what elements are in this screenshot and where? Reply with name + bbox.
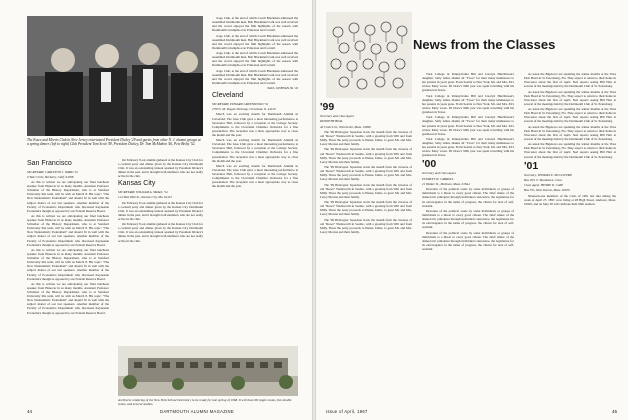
right-column-text-2: As usual the Bigelows are spending the winter months at the Vista Park Hotel in St. Petersburg, Fla. They expect to return to their home in Worcester about the first of April. Ned reports seeing Bill Hart at several of the meetings held by the Dartmouth Club of St. Petersburg. (524, 89, 616, 106)
class-00-year: '00 (422, 158, 437, 171)
class-99-text: The '99 Helicopter Squadron starts the month from the traverse of old "Roser" Wadsworth in Seattle, with a greeting from Will and from Milly. There the party proceeds to Hansa, Idaho, to greet Mr. and Mrs. Leroy Morton and their family. (320, 129, 412, 147)
phoenix-signature: PAUL LINEHAN JR. '43 (267, 86, 298, 91)
dinner-guests-picture (27, 16, 203, 136)
class-00-name: EVERETT W. CARROLL (422, 176, 454, 181)
right-column-text-4: As usual the Bigelows are spending the winter months at the Vista Park Hotel in St. Petersburg, Fla. They expect to return to their home in Worcester about the first of April. Ned reports seeing Bill Hart at several of the meetings held by the Dartmouth Club of St. Petersburg. (524, 124, 616, 141)
dormitory-building-picture (118, 346, 298, 396)
class-99-name: KENNETH BEAL (320, 119, 343, 124)
top-photo-caption: The Essex and Morris Club in New Jersey entertained President Dickey '29 and guests from other N. J. alumni groups at a spring dinner. (left to right) Club President Tom Scott '49, President Dickey, Dr. Tom McMahon '46, Pete Bishy '52. (27, 138, 201, 147)
cleveland-text-3: March was an exciting month for Dartmouth Alumni in Cleveland. The Glee Club gave a most interesting performance at Severance Hall, followed by a reception at the College Society. Compliments to the Cleveland Chamber Orchestra for a fine presentation. The reception was a most appropriate way to close the month and the year. (212, 163, 298, 189)
class-99-address: 40 Church St., Winchester, Mass. 01890 (320, 124, 371, 129)
class-99-secretary: Secretary and Class Agent (320, 114, 354, 118)
san-francisco-text-4: As this is written we are anticipating our final luncheon speaker from Hanover in as many months. Assistant Professor Schreiber of the History Department, who is at Stanford University this term, will be with us March 8. His topic: "The New Nationalism: Federalism" and should fit in well with the subject matter of our last speakers. Another member of the Faculty of Economics Department who discussed Keynesian Economics though as opposed by our Federal Reserve Board. (27, 281, 109, 315)
left-page (0, 0, 312, 420)
class-01-address: Box 205, S. Woodstock, Conn. (524, 177, 563, 182)
san-francisco-text-2: As this is written we are anticipating our final luncheon speaker from Hanover in as many months. Assistant Professor Schreiber of the History Department, who is at Stanford University this term, will be with us March 8. His topic: "The New Nationalism: Federalism" and should fit in well with the subject matter of our last speakers. Another member of the Faculty of Economics Department who discussed Keynesian Economics though as opposed by our Federal Reserve Board. (27, 214, 109, 247)
phoenix-text-2: ciago Club, at the end of which Coach Blackman addressed the assembled Dartmouth men. Bob Blackman's talk was well received and the crowd enjoyed the film highlights of the season with Dartmouth's triumphs over Princeton and Cornell. (212, 33, 298, 50)
middle-column-text-2: Tuck College in Pennsylvania Bill and Carolyn Hutchinson's daughter, Sally Allen, thanks all "Twos" for their many kindnesses to her parents in years gone. From Seattle to New York, Mr. and Mrs. Ed's widow Mary wrote. Pit Drew's 90th year was spent travelling with his grandson in Texas. (422, 93, 514, 115)
class-99-text-2: The '99 Helicopter Squadron starts the month from the traverse of old "Roser" Wadsworth in Seattle, with a greeting from Will and from Milly. There the party proceeds to Hansa, Idaho, to greet Mr. and Mrs. Leroy Morton and their family. (320, 147, 412, 164)
column-class-99 (320, 100, 412, 405)
class-99-text-3: The '99 Helicopter Squadron starts the month from the traverse of old "Roser" Wadsworth in Seattle, with a greeting from Will and from Milly. There the party proceeds to Hansa, Idaho, to greet Mr. and Mrs. Leroy Morton and their family. (320, 164, 412, 182)
san-francisco-heading: San Francisco (27, 160, 72, 167)
left-page-number: 44 (27, 409, 33, 414)
kansas-city-heading: Kansas City (118, 180, 156, 188)
middle-column-text-3: Tuck College in Pennsylvania Bill and Carolyn Hutchinson's daughter, Sally Allen, thanks all "Twos" for their many kindnesses to her parents in years gone. From Seattle to New York, Mr. and Mrs. Ed's widow Mary wrote. Pit Drew's 90th year was spent travelling with his grandson in Texas. (422, 115, 514, 136)
kansas-city-lead: On February 8 our alumni gathered at the Kansas City Club for a cocktail party and dinner given by the Kansas City Dartmouth Club. It was an outstanding turnout sparked by President Dickey's dinner in the past, and it brought both members who are not really active in the club. (118, 158, 203, 179)
class-00-text-2: Devotion of the political scene by some individuals or groups of individuals is a threat to every good citizen. The chief sinner of the democratic principles through individual conscience, the legislature for its extravagance in the name of progress, the citizen for lack of self-restraint. (422, 208, 514, 230)
crowd-illustration (326, 12, 412, 98)
san-francisco-text: As this is written we are anticipating our final luncheon speaker from Hanover in as many months. Assistant Professor Schreiber of the History Department, who is at Stanford University this term, will be with us March 8. His topic: "The New Nationalism: Federalism" and should fit in well with the subject matter of our last speakers. Another member of the Faculty of Economics Department who discussed Keynesian Economics though as opposed by our Federal Reserve Board. (27, 180, 109, 213)
class-01-secretary: Secretary, THOMAS E. MCGOVERN (524, 172, 572, 177)
phoenix-text-4: ciago Club, at the end of which Coach Blackman addressed the assembled Dartmouth men. Bob Blackman's talk was well received and the crowd enjoyed the film highlights of the season with Dartmouth's triumphs over Princeton and Cornell. (212, 68, 298, 85)
column-right (524, 72, 616, 405)
class-01-agent-address: Box 351, West Dennis, Mass. 02670 (524, 188, 570, 193)
class-99-text-6: The '99 Helicopter Squadron starts the month from the traverse of old "Roser" Wadsworth in Seattle, with a greeting from Will and from Milly. There the party proceeds to Hansa, Idaho, to greet Mr. and Mrs. Leroy Morton and their family. (320, 217, 412, 234)
essex-morris-club-photo (27, 16, 203, 136)
kansas-city-text-2: On February 8 our alumni gathered at the Kansas City Club for a cocktail party and dinner given by the Kansas City Dartmouth Club. It was an outstanding turnout sparked by President Dickey's dinner in the past, and it brought both members who are not really active in the club. (118, 222, 203, 243)
right-column-text-3: As usual the Bigelows are spending the winter months at the Vista Park Hotel in St. Petersburg, Fla. They expect to return to their home in Worcester about the first of April. Ned reports seeing Bill Hart at several of the meetings held by the Dartmouth Club of St. Petersburg. (524, 107, 616, 124)
kansas-city-secretary: SECRETARY, WILLIAM A. SMALL '54 (118, 189, 168, 194)
class-99-year: '99 (320, 101, 335, 113)
class-01-agent: Class Agent, HENRY D. CASE (524, 183, 564, 188)
class-99-text-5: The '99 Helicopter Squadron starts the month from the traverse of old "Roser" Wadsworth in Seattle, with a greeting from Will and from Milly. There the party proceeds to Hansa, Idaho, to greet Mr. and Mrs. Leroy Morton and their family. (320, 200, 412, 217)
kansas-city-address: 114 West 69th St., Kansas City, Mo. 64113 (118, 195, 172, 200)
column-middle (422, 72, 514, 405)
cleveland-text: March was an exciting month for Dartmouth Alumni in Cleveland. The Glee Club gave a most interesting performance at Severance Hall, followed by a reception at the College Society. Compliments to the Cleveland Chamber Orchestra for a fine presentation. The reception was a most appropriate way to close the month and the year. (212, 112, 298, 137)
class-00-secretary: Secretary and Class Agent (422, 171, 456, 176)
right-page (316, 0, 628, 420)
middle-column-text: Tuck College in Pennsylvania Bill and Carolyn Hutchinson's daughter, Sally Allen, thanks all "Twos" for their many kindnesses to her parents in years gone. From Seattle to New York, Mr. and Mrs. Ed's widow Mary wrote. Pit Drew's 90th year was spent travelling with his grandson in Texas. (422, 72, 514, 93)
right-column-text-5: As usual the Bigelows are spending the winter months at the Vista Park Hotel in St. Petersburg, Fla. They expect to return to their home in Worcester about the first of April. Ned reports seeing Bill Hart at several of the meetings held by the Dartmouth Club of St. Petersburg. (524, 142, 616, 159)
bottom-photo-caption: Architects rendering of the New York School Dormitory to be ready for late spring of 1968. It will have 68 single rooms, five double suites, and several studies. (118, 398, 292, 406)
cleveland-text-2: March was an exciting month for Dartmouth Alumni in Cleveland. The Glee Club gave a most interesting performance at Severance Hall, followed by a reception at the College Society. Compliments to the Cleveland Chamber Orchestra for a fine presentation. The reception was a most appropriate way to close the month and the year. (212, 138, 298, 163)
cleveland-heading: Cleveland (212, 92, 244, 100)
phoenix-text-3: ciago Club, at the end of which Coach Blackman addressed the assembled Dartmouth men. Bob Blackman's talk was well received and the crowd enjoyed the film highlights of the season with Dartmouth's triumphs over Princeton and Cornell. (212, 51, 298, 68)
kansas-city-text: On February 8 our alumni gathered at the Kansas City Club for a cocktail party and dinner given by the Kansas City Dartmouth Club. It was an outstanding turnout sparked by President Dickey's dinner in the past, and it brought both members who are not really active in the club. (118, 200, 203, 221)
class-99-text-4: The '99 Helicopter Squadron starts the month from the traverse of old "Roser" Wadsworth in Seattle, with a greeting from Will and from Milly. There the party proceeds to Hansa, Idaho, to greet Mr. and Mrs. Leroy Morton and their family. (320, 182, 412, 199)
class-00-text: Devotion of the political scene by some individuals or groups of individuals is a threat to every good citizen. The chief sinner of the democratic principles through individual conscience, the legislature for its extravagance in the name of progress, the citizen for lack of self-restraint. (422, 187, 514, 208)
news-from-classes-title: News from the Classes (413, 37, 556, 52)
class-00-address: 21 Walker St., Methuen, Mass. 01844 (422, 182, 470, 186)
san-francisco-address: 9 Yale Circle, Berkeley, Calif. 94708 (27, 174, 74, 179)
column-kansas-city (118, 158, 203, 344)
class-01-text: Nineteen-one members of the Class of 1901 last met during the week of April 27, 1897, now living at 28 High Street, Andover, Mass. 01810, and on May 28 will celebrate their 66th reunion. (524, 193, 616, 206)
right-column-text: As usual the Bigelows are spending the winter months at the Vista Park Hotel in St. Petersburg, Fla. They expect to return to their home in Worcester about the first of April. Ned reports seeing Bill Hart at several of the meetings held by the Dartmouth Club of St. Petersburg. (524, 72, 616, 89)
cleveland-secretary: SECRETARY, EDWARD GREENWOOD '52 (212, 101, 269, 106)
san-francisco-secretary: SECRETARY, CARLETON J. WARD '52 (27, 169, 78, 174)
dormitory-rendering (118, 346, 298, 396)
class-01-year: '01 (524, 159, 539, 172)
column-cleveland (212, 16, 298, 346)
column-san-francisco (27, 158, 109, 404)
san-francisco-text-3: As this is written we are anticipating our final luncheon speaker from Hanover in as many months. Assistant Professor Schreiber of the History Department, who is at Stanford University this term, will be with us March 8. His topic: "The New Nationalism: Federalism" and should fit in well with the subject matter of our last speakers. Another member of the Faculty of Economics Department who discussed Keynesian Economics though as opposed by our Federal Reserve Board. (27, 247, 109, 281)
middle-column-text-4: Tuck College in Pennsylvania Bill and Carolyn Hutchinson's daughter, Sally Allen, thanks all "Twos" for their many kindnesses to her parents in years gone. From Seattle to New York, Mr. and Mrs. Ed's widow Mary wrote. Pit Drew's 90th year was spent travelling with his grandson in Texas. (422, 136, 514, 158)
right-folio: Issue of April, 1967 (326, 409, 368, 414)
class-00-text-3: Devotion of the political scene by some individuals or groups of individuals is a threat to every good citizen. The chief sinner of the democratic principles through individual conscience, the legislature for its extravagance in the name of progress, the citizen for lack of self-restraint. (422, 230, 514, 251)
left-folio: DARTMOUTH ALUMNI MAGAZINE (160, 409, 234, 414)
right-page-number: 45 (612, 409, 618, 414)
crowd-drawing (326, 12, 412, 98)
phoenix-text: ciago Club, at the end of which Coach Blackman addressed the assembled Dartmouth men. Bob Blackman's talk was well received and the crowd enjoyed the film highlights of the season with Dartmouth's triumphs over Princeton and Cornell. (212, 16, 298, 33)
cleveland-address: 2700 S. M. Teague Parkway, Cleveland, O. 44120 (212, 107, 276, 112)
